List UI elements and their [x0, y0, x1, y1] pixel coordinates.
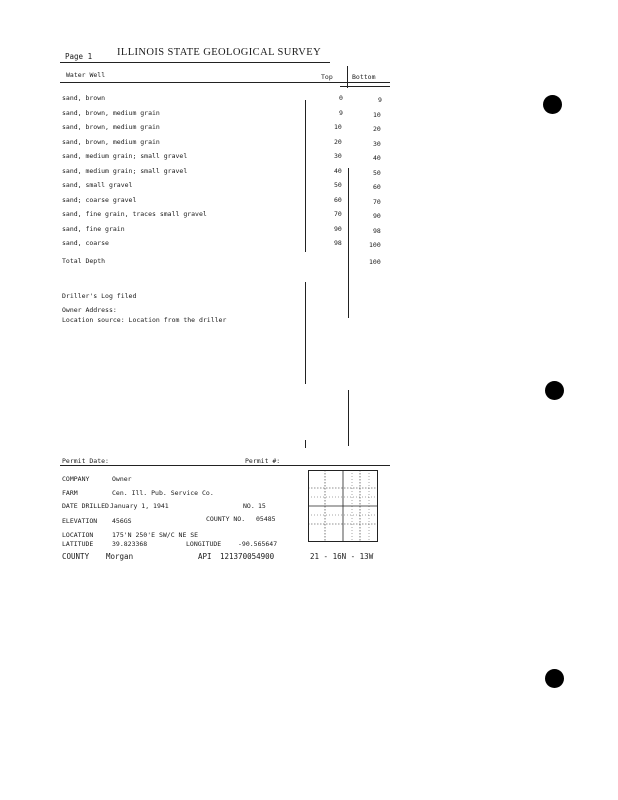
row-5-desc: sand, medium grain; small gravel [62, 152, 188, 160]
row-11-top: 98 [334, 239, 342, 247]
total-depth-value: 100 [369, 258, 381, 266]
col-top-header: Top [321, 73, 333, 81]
row-5-top: 30 [334, 152, 342, 160]
row-7-desc: sand, small gravel [62, 181, 133, 189]
row-6-desc: sand, medium grain; small gravel [62, 167, 188, 175]
permit-number-label: Permit #: [245, 457, 281, 465]
bottom-column-rule [348, 168, 349, 318]
location-source: Location source: Location from the driller [62, 316, 227, 324]
longitude-label: LONGITUDE [186, 540, 222, 548]
api-value: 121370054900 [220, 552, 275, 561]
row-11-desc: sand, coarse [62, 239, 109, 247]
county-value: Morgan [106, 552, 134, 561]
row-1-desc: sand, brown [62, 94, 106, 102]
row-1-top: 0 [339, 94, 343, 102]
punch-hole-top [543, 95, 562, 114]
company-value: Owner [112, 475, 132, 483]
survey-title: ILLINOIS STATE GEOLOGICAL SURVEY [117, 47, 322, 58]
page-number: Page 1 [65, 52, 93, 61]
permit-rule [60, 465, 390, 466]
row-10-top: 90 [334, 225, 342, 233]
county-no-value: 05485 [256, 515, 276, 523]
date-drilled-value: January 1, 1941 [110, 502, 169, 510]
row-8-desc: sand; coarse gravel [62, 196, 137, 204]
row-2-top: 9 [339, 109, 343, 117]
owner-address: Owner Address: [62, 306, 117, 314]
row-3-bottom: 20 [373, 125, 381, 133]
permit-date-label: Permit Date: [62, 457, 109, 465]
row-2-bottom: 10 [373, 111, 381, 119]
total-depth-label: Total Depth [62, 257, 106, 265]
row-6-top: 40 [334, 167, 342, 175]
table-header-rule [60, 82, 390, 83]
company-label: COMPANY [62, 475, 90, 483]
county-no-label: COUNTY NO. [206, 515, 246, 523]
row-10-desc: sand, fine grain [62, 225, 125, 233]
row-3-desc: sand, brown, medium grain [62, 123, 160, 131]
header-rule [60, 62, 330, 63]
row-6-bottom: 50 [373, 169, 381, 177]
row-9-bottom: 90 [373, 212, 381, 220]
farm-value: Cen. Ill. Pub. Service Co. [112, 489, 214, 497]
farm-label: FARM [62, 489, 78, 497]
row-4-desc: sand, brown, medium grain [62, 138, 160, 146]
punch-hole-bottom [545, 669, 564, 688]
row-3-top: 10 [334, 123, 342, 131]
township-range: 21 - 16N - 13W [310, 552, 374, 561]
row-1-bottom: 9 [378, 96, 382, 104]
elevation-label: ELEVATION [62, 517, 98, 525]
punch-hole-middle [545, 381, 564, 400]
column-rule-tick [305, 440, 306, 448]
latitude-label: LATITUDE [62, 540, 94, 548]
well-no-label: NO. [243, 502, 255, 510]
row-9-desc: sand, fine grain, traces small gravel [62, 210, 207, 218]
row-4-top: 20 [334, 138, 342, 146]
row-7-bottom: 60 [373, 183, 381, 191]
row-7-top: 50 [334, 181, 342, 189]
col-bottom-header: Bottom [352, 73, 376, 81]
longitude-value: -90.565647 [238, 540, 278, 548]
well-no-value: 15 [258, 502, 266, 510]
row-10-bottom: 98 [373, 227, 381, 235]
latitude-value: 39.823368 [112, 540, 148, 548]
api-label: API [198, 552, 212, 561]
row-5-bottom: 40 [373, 154, 381, 162]
drillers-log-note: Driller's Log filed [62, 292, 137, 300]
row-9-top: 70 [334, 210, 342, 218]
column-rule-lower-left [305, 282, 306, 384]
row-11-bottom: 100 [369, 241, 381, 249]
column-rule-lower-right [348, 390, 349, 446]
date-drilled-label: DATE DRILLED [62, 502, 109, 510]
location-value: 175'N 250'E SW/C NE SE [112, 531, 199, 539]
column-divider-header [347, 66, 348, 88]
row-4-bottom: 30 [373, 140, 381, 148]
row-8-bottom: 70 [373, 198, 381, 206]
location-label: LOCATION [62, 531, 94, 539]
top-column-rule [305, 100, 306, 252]
section-plat-grid [308, 470, 378, 542]
county-label: COUNTY [62, 552, 90, 561]
elevation-value: 456GS [112, 517, 132, 525]
col-description-header: Water Well [66, 71, 106, 79]
row-8-top: 60 [334, 196, 342, 204]
row-2-desc: sand, brown, medium grain [62, 109, 160, 117]
